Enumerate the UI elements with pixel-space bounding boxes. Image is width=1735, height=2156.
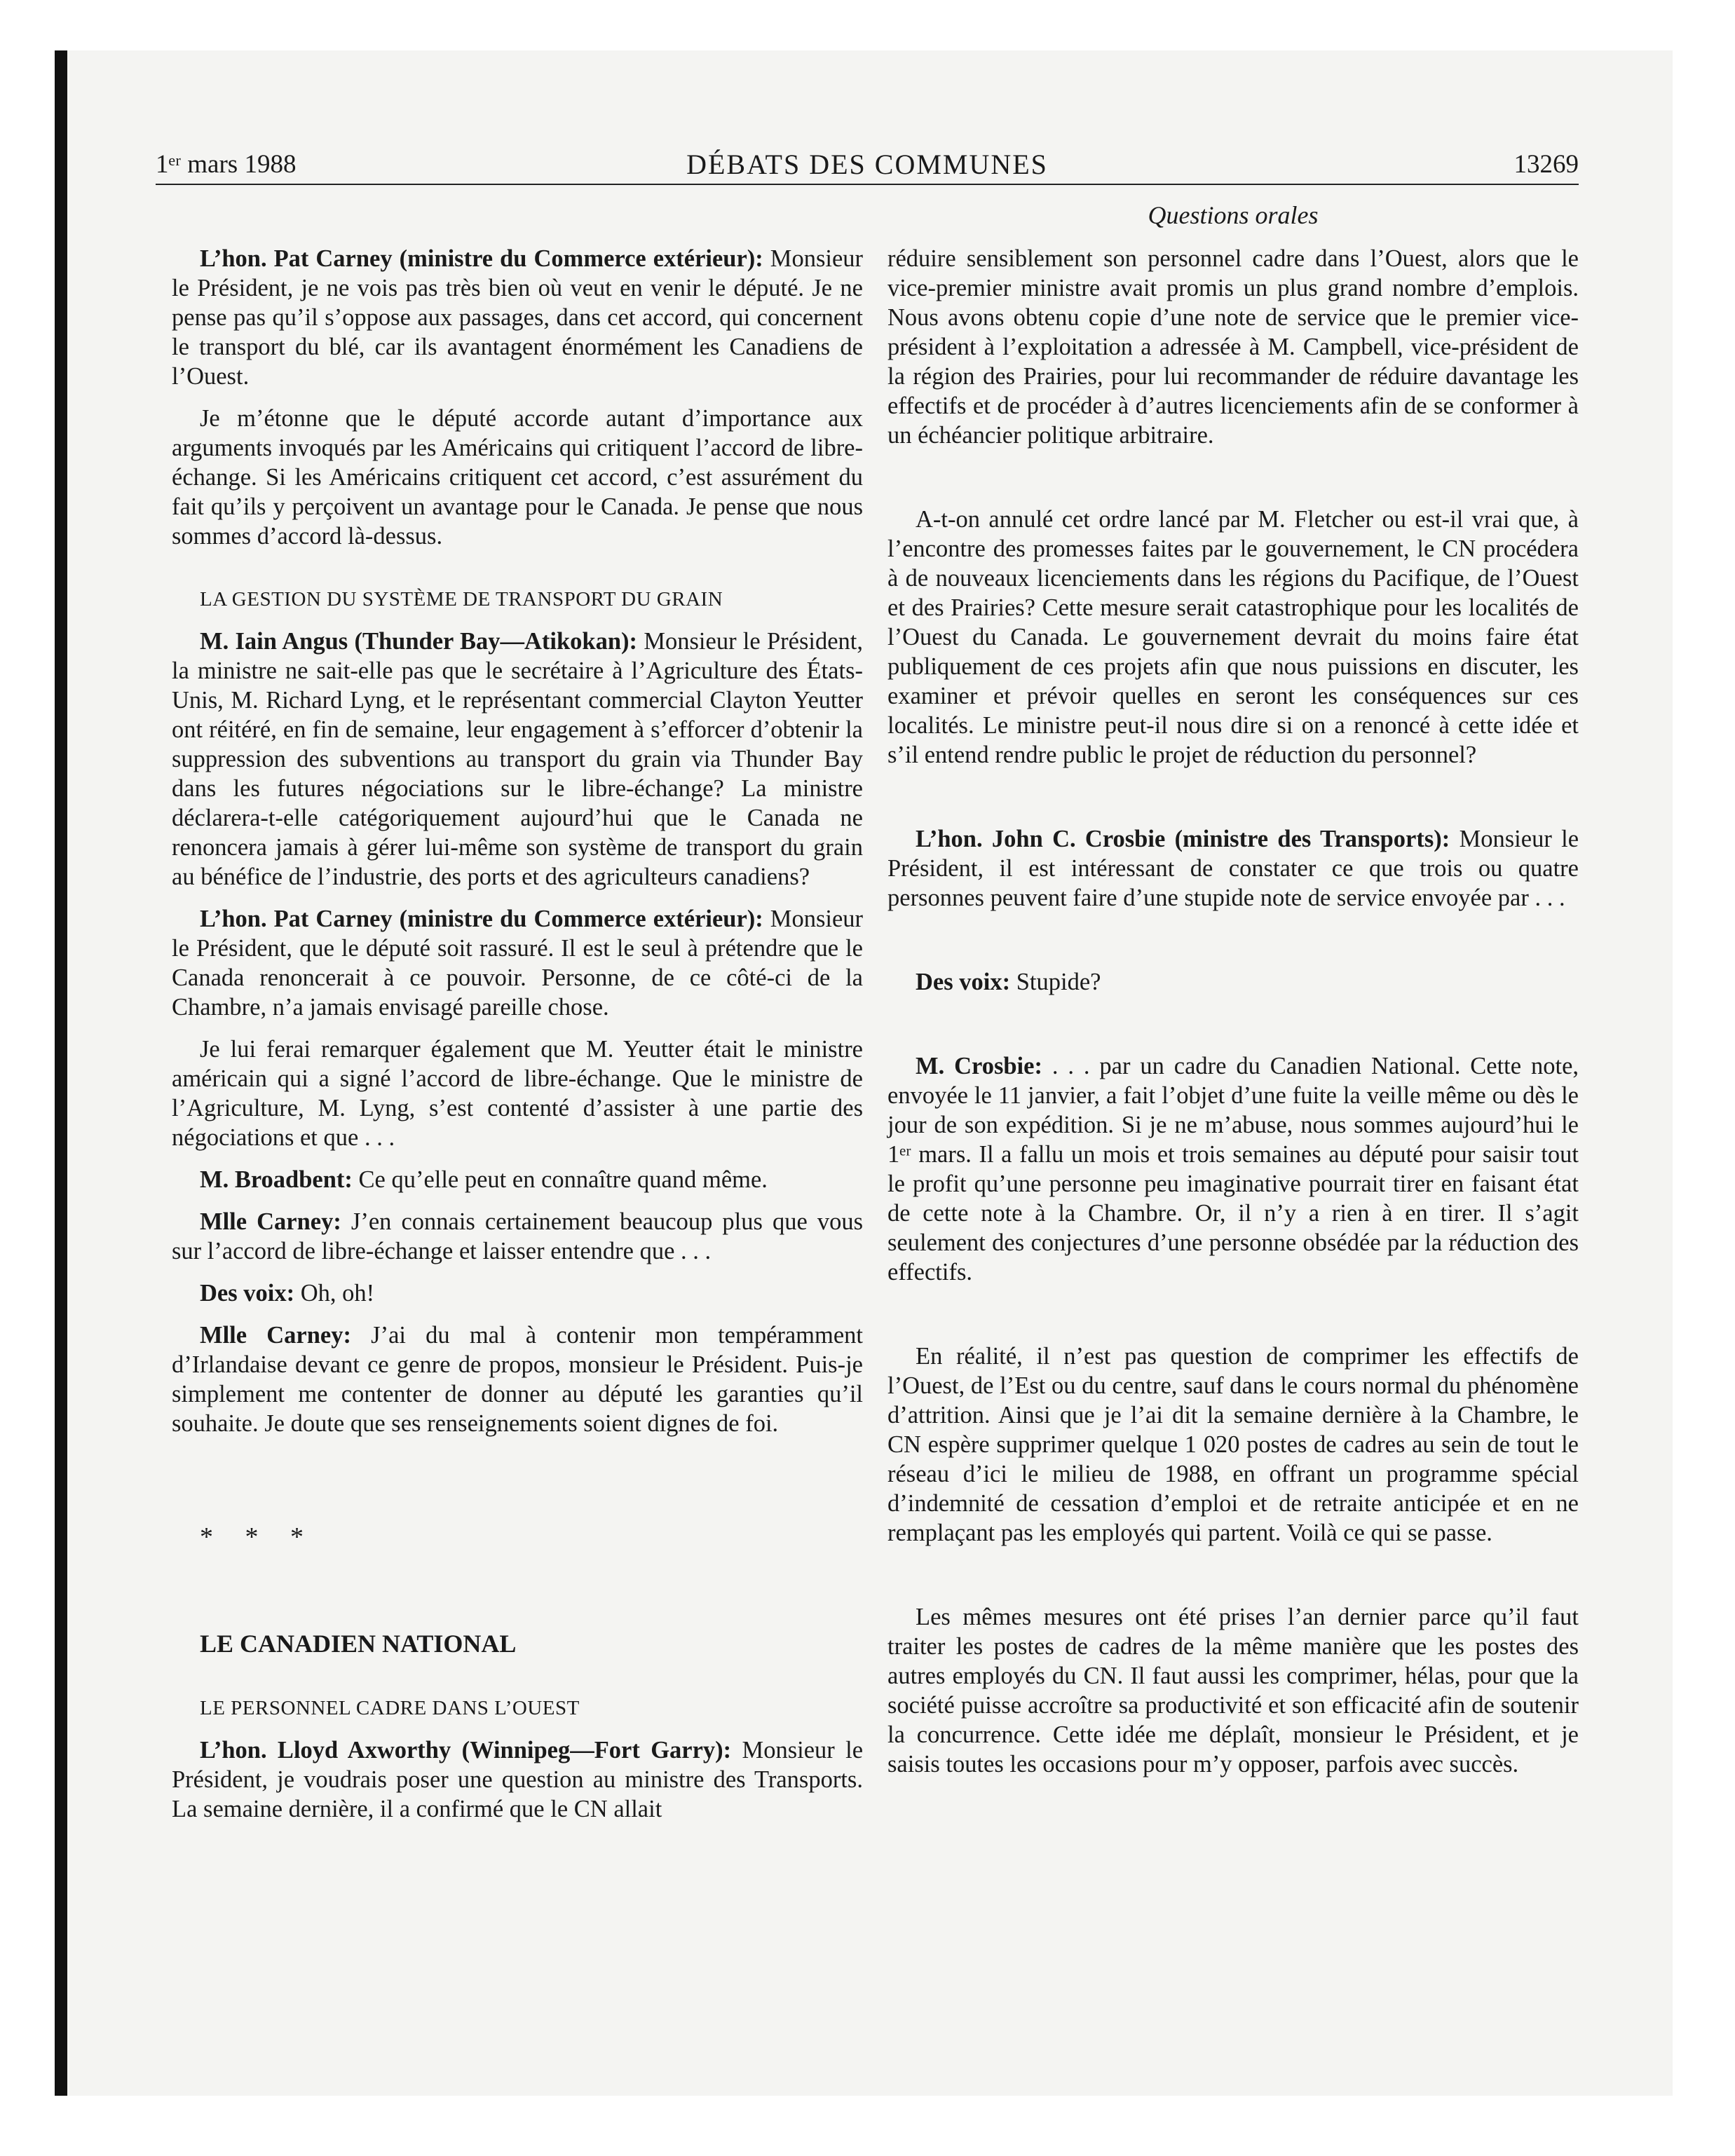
paragraph — [887, 1051, 1579, 1287]
speaker-name: L’hon. John C. Crosbie (ministre des Transports): — [916, 826, 1450, 852]
speaker-name: M. Crosbie: — [916, 1053, 1042, 1079]
paragraph — [887, 1342, 1579, 1548]
right-column — [887, 244, 1579, 1779]
speech-text: A-t-on annulé cet ordre lancé par M. Fletcher ou est-il vrai que, à l’encontre des promesses faites par le gouvernement, le CN procédera à de nouveaux licenciements dans les régions du Pacifique, de l’Ouest et des Prairies? Cette mesure serait catastrophique pour les localités de l’Ouest du Canada. Le gouvernement devrait du moins faire état publiquement de ces projets afin que nous puissions en discuter, les examiner et prévoir quelles en seront les conséquences sur ces localités. Le ministre peut-il nous dire si on a renoncé à cette idée et s’il entend rendre public le projet de réduction du personnel? — [887, 506, 1579, 768]
paragraph — [887, 824, 1579, 913]
paragraph — [887, 505, 1579, 770]
section-separator: * * * — [200, 1522, 316, 1552]
scan-margin-left — [0, 0, 55, 2156]
page-number: 13269 — [1513, 150, 1579, 179]
publication-title: DÉBATS DES COMMUNES — [686, 149, 1048, 180]
speaker-name: M. Broadbent: — [200, 1166, 353, 1193]
speech-text: Monsieur le Président, il est intéressant de constater ce que trois ou quatre personnes peuvent faire d’une stupide note de service envoyée par . . . — [887, 826, 1579, 911]
speaker-name: L’hon. Pat Carney (ministre du Commerce extérieur): — [200, 245, 763, 272]
header-rule — [156, 184, 1579, 185]
speech-text: J’en connais certainement beaucoup plus que vous sur l’accord de libre-échange et laisser entendre que . . . — [172, 1208, 864, 1264]
speaker-name: Mlle Carney: — [200, 1208, 341, 1235]
speaker-name: Des voix: — [200, 1280, 295, 1306]
paragraph — [172, 1321, 863, 1438]
left-column — [172, 244, 863, 1824]
subsection-heading: LA GESTION DU SYSTÈME DE TRANSPORT DU GRAIN — [200, 588, 723, 610]
paragraph — [172, 1207, 863, 1266]
speaker-name: M. Iain Angus (Thunder Bay—Atikokan): — [200, 628, 638, 655]
page-header — [156, 147, 1579, 189]
paragraph — [172, 1035, 863, 1152]
speech-text: Monsieur le Président, je voudrais poser une question au ministre des Transports. La semaine dernière, il a confirmé que le CN allait — [172, 1737, 864, 1822]
paragraph — [172, 1278, 863, 1308]
speaker-name: Des voix: — [916, 969, 1011, 995]
paragraph — [172, 1165, 863, 1194]
speech-text: réduire sensiblement son personnel cadre dans l’Ouest, alors que le vice-premier ministre avait promis un plus grand nombre d’emplois. Nous avons obtenu copie d’une note de service que le premier vice-président à l’exploitation a adressée à M. Campbell, vice-président de la région des Prairies, pour lui recommander de réduire davantage les effectifs et de procéder à d’autres licenciements afin de se conformer à un échéancier politique arbitraire. — [887, 245, 1579, 449]
speech-text: Les mêmes mesures ont été prises l’an dernier parce qu’il faut traiter les postes de cadres de la même manière que les postes des autres employés du CN. Il faut aussi les comprimer, hélas, pour que la société puisse accroître sa productivité et son efficacité afin de soutenir la concurrence. Cette idée me déplaît, monsieur le Président, et je saisis toutes les occasions pour m’y opposer, parfois avec succès. — [887, 1604, 1579, 1778]
paragraph — [172, 904, 863, 1022]
speech-text: Je m’étonne que le député accorde autant d’importance aux arguments invoqués par les Américains qui critiquent l’accord de libre-échange. Si les Américains critiquent cet accord, c’est assurément du fait qu’ils y perçoivent un avantage pour le Canada. Je pense que nous sommes d’accord là-dessus. — [172, 405, 863, 550]
speech-text: Stupide? — [1016, 969, 1101, 995]
speaker-name: L’hon. Lloyd Axworthy (Winnipeg—Fort Garry): — [200, 1737, 732, 1763]
paragraph — [172, 1735, 863, 1824]
speech-text: Monsieur le Président, la ministre ne sait-elle pas que le secrétaire à l’Agriculture des États-Unis, M. Richard Lyng, et le représentant commercial Clayton Yeutter ont réitéré, en fin de semaine, leur engagement à s’efforcer d’obtenir la suppression des subventions au transport du grain via Thunder Bay dans les futures négociations sur le libre-échange? La ministre déclarera-t-elle catégoriquement aujourd’hui que le Canada ne renoncera jamais à gérer lui-même son système de transport du grain au bénéfice de l’industrie, des ports et des agriculteurs canadiens? — [172, 628, 863, 890]
section-heading: LE CANADIEN NATIONAL — [200, 1630, 517, 1658]
speech-text: Je lui ferai remarquer également que M. Yeutter était le ministre américain qui a signé l’accord de libre-échange. Que le ministre de l’Agriculture, M. Lyng, s’est contenté d’assister à une partie des négociations et que . . . — [172, 1036, 863, 1151]
paragraph — [172, 627, 863, 892]
subsection-heading: LE PERSONNEL CADRE DANS L’OUEST — [200, 1697, 580, 1719]
section-running-head: Questions orales — [1148, 201, 1319, 229]
paragraph — [887, 967, 1579, 997]
paragraph — [887, 244, 1579, 450]
speaker-name: L’hon. Pat Carney (ministre du Commerce extérieur): — [200, 906, 763, 932]
paragraph — [887, 1602, 1579, 1779]
speech-text: Ce qu’elle peut en connaître quand même. — [358, 1166, 768, 1193]
paragraph — [172, 244, 863, 391]
speaker-name: Mlle Carney: — [200, 1322, 351, 1349]
speech-text: Oh, oh! — [300, 1280, 375, 1306]
speech-text: Monsieur le Président, je ne vois pas très bien où veut en venir le député. Je ne pense pas qu’il s’oppose aux passages, dans cet accord, qui concernent le transport du blé, car ils avantagent énormément les Canadiens de l’Ouest. — [172, 245, 864, 390]
speech-text: . . . par un cadre du Canadien National. Cette note, envoyée le 11 janvier, a fait l’objet d’une fuite la veille même ou dès le jour de son expédition. Si je ne m’abuse, nous sommes aujourd’hui le 1ᵉʳ mars. Il a fallu un mois et trois semaines au député pour saisir tout le profit qu’une personne peu imaginative pourrait tirer en faisant état de cette note à la Chambre. Or, il n’y a rien à en tirer. Il s’agit seulement des conjectures d’une personne obsédée par la réduction des effectifs. — [887, 1053, 1579, 1285]
speech-text: En réalité, il n’est pas question de comprimer les effectifs de l’Ouest, de l’Est ou du centre, sauf dans le cours normal du phénomène d’attrition. Ainsi que je l’ai dit la semaine dernière à la Chambre, le CN espère supprimer quelque 1 020 postes de cadres au sein de tout le réseau d’ici le milieu de 1988, en offrant un programme spécial d’indemnité de cessation d’emploi et de retraite anticipée et en ne remplaçant pas les employés qui partent. Voilà ce qui se passe. — [887, 1343, 1579, 1546]
header-date: 1ᵉʳ mars 1988 — [156, 150, 297, 179]
speech-text: J’ai du mal à contenir mon tempéramment d’Irlandaise devant ce genre de propos, monsieur le Président. Puis-je simplement me contenter de donner au député les garanties qu’il souhaite. Je doute que ses renseignements soient dignes de foi. — [172, 1322, 863, 1437]
scan-binding-edge — [55, 50, 67, 2104]
scan-margin-bottom — [55, 2096, 1681, 2156]
paragraph — [172, 404, 863, 551]
speech-text: Monsieur le Président, que le député soit rassuré. Il est le seul à prétendre que le Canada renoncerait à ce pouvoir. Personne, de ce côté-ci de la Chambre, n’a jamais envisagé pareille chose. — [172, 906, 864, 1021]
